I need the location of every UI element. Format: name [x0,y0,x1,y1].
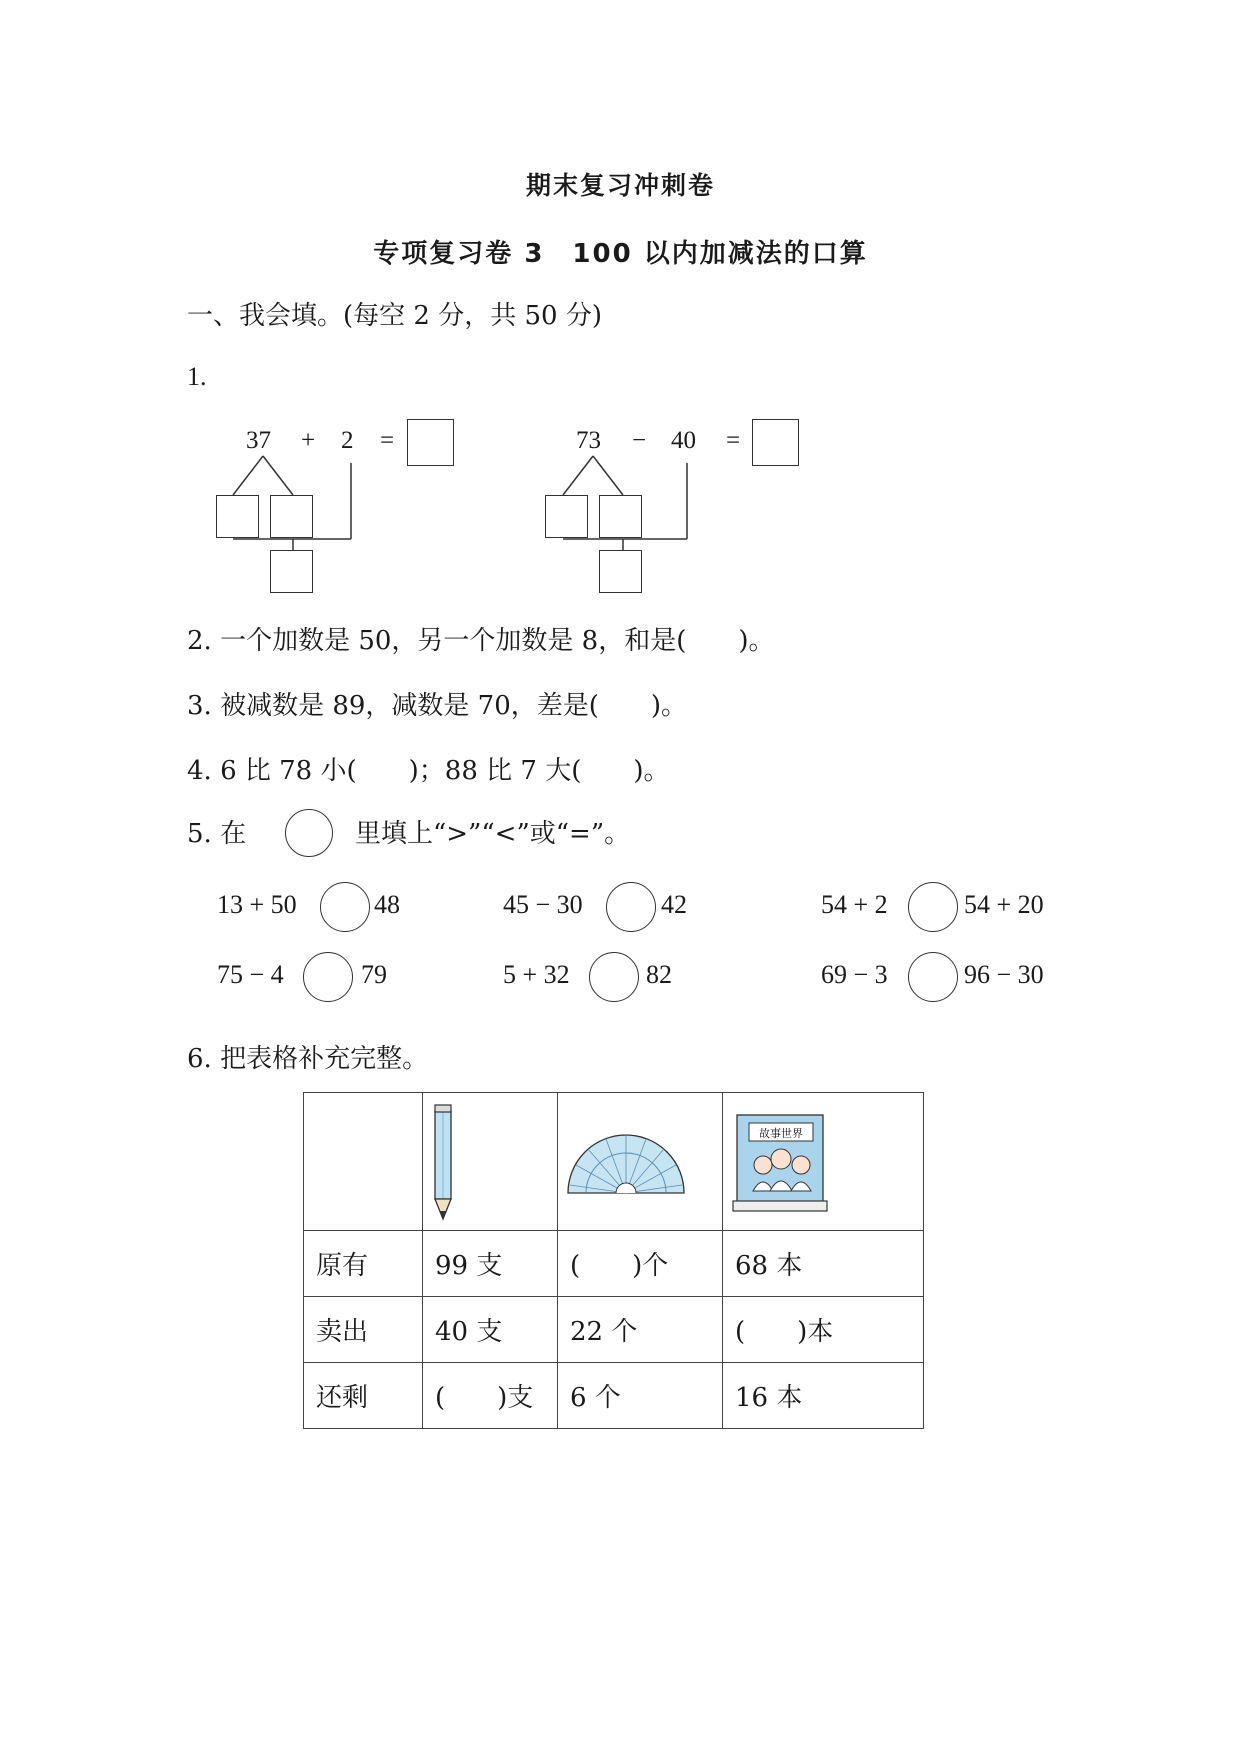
operator: + [301,427,316,454]
question-6: 6. 把表格补充完整。 [187,1044,429,1074]
compare-right: 82 [646,960,672,989]
book-cover-title: 故事世界 [759,1127,803,1140]
corner-cell [304,1093,423,1231]
equals-sign: = [380,427,395,454]
answer-box[interactable] [407,419,454,466]
book-icon [723,1093,923,1223]
question-3: 3. 被减数是 89，减数是 70，差是( )。 [187,691,688,721]
ones-box[interactable] [599,495,642,538]
table-cell: 99 支 [423,1231,558,1297]
tens-box[interactable] [545,495,588,538]
ones-box[interactable] [270,495,313,538]
book-header-cell [723,1093,924,1231]
compare-circle[interactable] [589,952,639,1002]
compare-left: 5 + 32 [503,960,570,989]
table-cell: 16 本 [723,1363,924,1429]
page-title: 期末复习冲刺卷 [525,171,715,200]
protractor-icon [558,1093,722,1223]
question-number-1: 1. [187,362,207,391]
operand-b: 40 [671,427,696,454]
table-cell: 22 个 [558,1297,723,1363]
question-4: 4. 6 比 78 小( )；88 比 7 大( )。 [187,756,670,786]
pencil-header-cell [423,1093,558,1231]
compare-right: 54 + 20 [964,890,1044,919]
difference-box[interactable] [599,550,642,593]
compare-circle[interactable] [320,882,370,932]
compare-circle[interactable] [908,882,958,932]
operator: − [632,427,647,454]
question-2: 2. 一个加数是 50，另一个加数是 8，和是( )。 [187,626,775,656]
sum-box[interactable] [270,550,313,593]
compare-left: 75 − 4 [217,960,284,989]
table-cell[interactable]: ( )本 [723,1297,924,1363]
compare-circle[interactable] [303,952,353,1002]
operand-a: 37 [246,427,271,454]
section-heading: 一、我会填。(每空 2 分，共 50 分) [187,301,602,331]
compare-right: 48 [374,890,400,919]
inventory-table [303,1092,924,1429]
table-cell[interactable]: ( )支 [423,1363,558,1429]
table-cell: 40 支 [423,1297,558,1363]
compare-left: 54 + 2 [821,890,888,919]
equals-sign: = [726,427,741,454]
compare-left: 45 − 30 [503,890,583,919]
operand-a: 73 [576,427,601,454]
compare-right: 96 − 30 [964,960,1044,989]
compare-circle[interactable] [606,882,656,932]
protractor-header-cell [558,1093,723,1231]
row-label: 还剩 [304,1363,423,1429]
table-cell: 6 个 [558,1363,723,1429]
compare-left: 13 + 50 [217,890,297,919]
compare-circle[interactable] [908,952,958,1002]
table-row [304,1231,924,1297]
pencil-icon [423,1093,557,1223]
compare-right: 42 [661,890,687,919]
row-label: 原有 [304,1231,423,1297]
page-subtitle: 专项复习卷 3 100 以内加减法的口算 [373,239,868,269]
question-5-suffix: 里填上“>”“<”或“=”。 [355,819,631,849]
answer-box[interactable] [752,419,799,466]
row-label: 卖出 [304,1297,423,1363]
compare-right: 79 [361,960,387,989]
table-row [304,1297,924,1363]
circle-symbol-icon [285,809,333,857]
table-cell[interactable]: ( )个 [558,1231,723,1297]
question-5-prefix: 5. 在 [187,819,247,849]
tens-box[interactable] [216,495,259,538]
operand-b: 2 [341,427,354,454]
compare-left: 69 − 3 [821,960,888,989]
table-cell: 68 本 [723,1231,924,1297]
table-row [304,1363,924,1429]
